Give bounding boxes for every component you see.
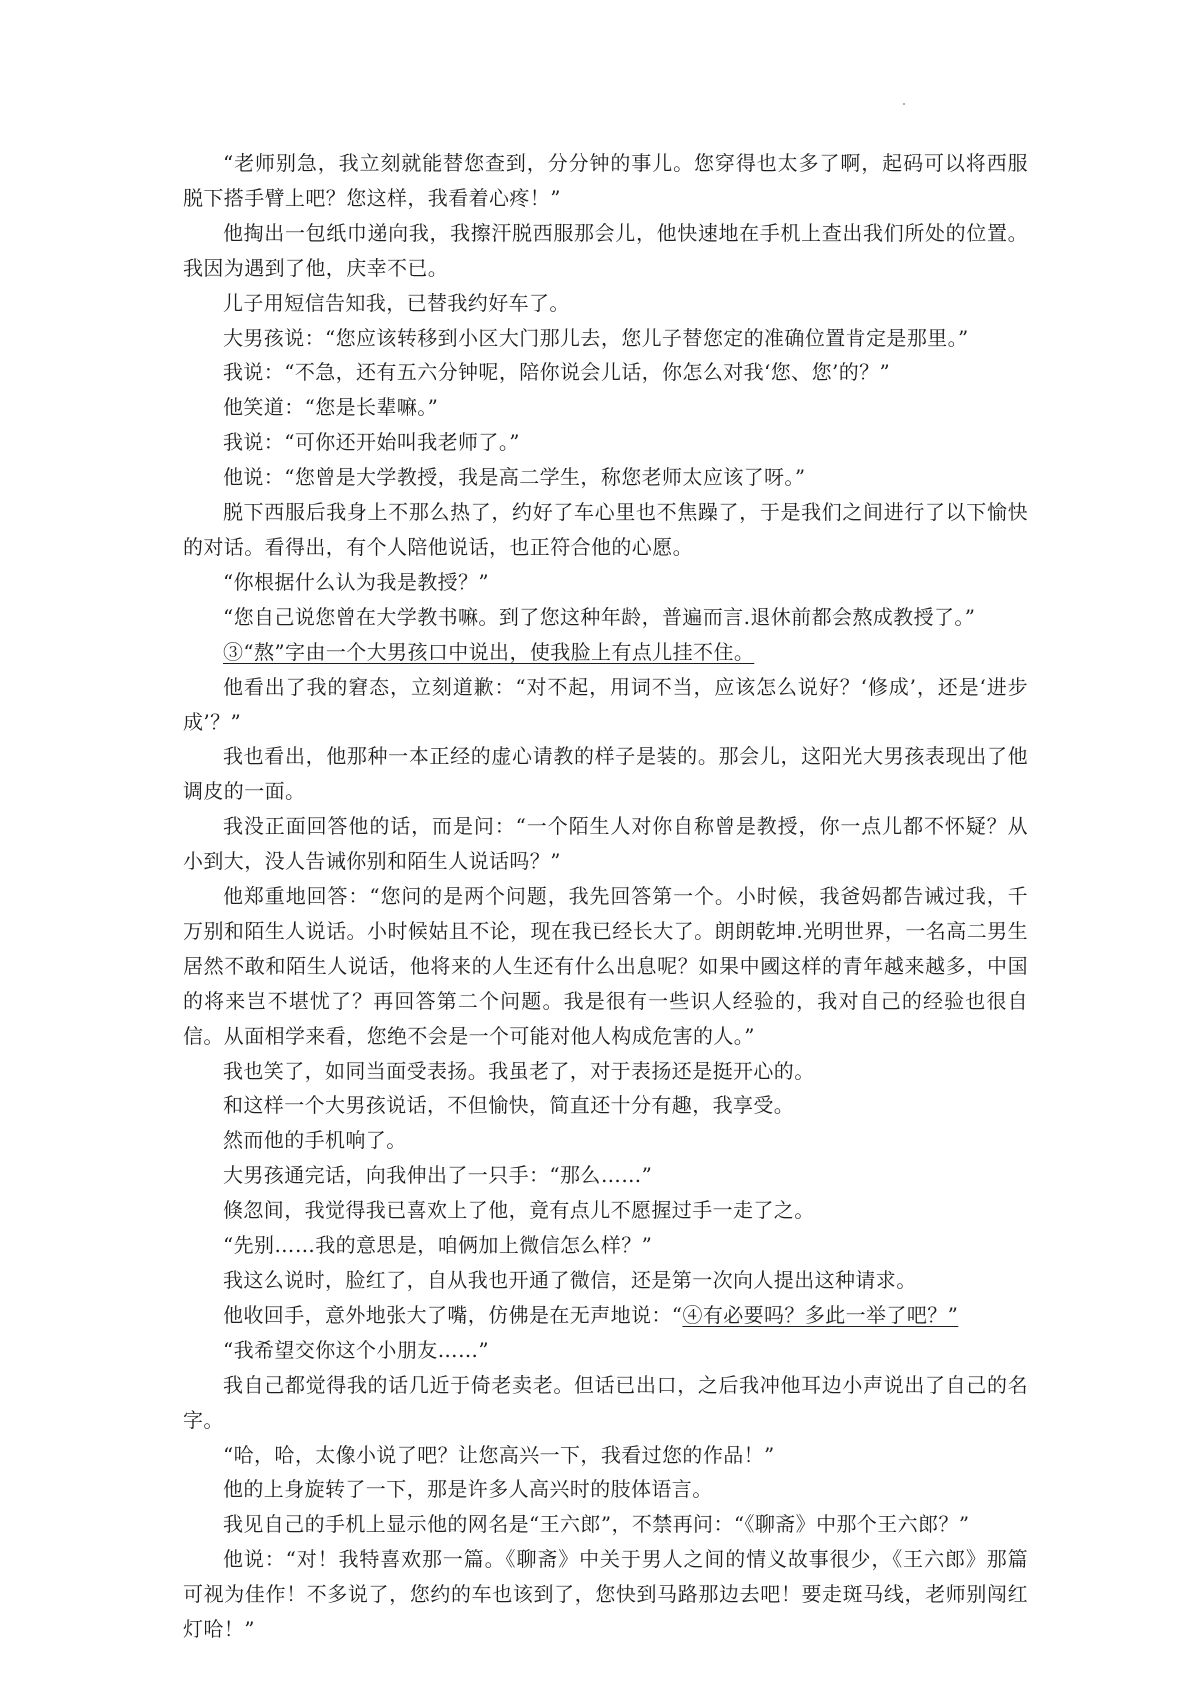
paragraph-23: 我这么说时，脸红了，自从我也开通了微信，还是第一次向人提出这种请求。: [223, 1268, 917, 1292]
scan-speck: [903, 103, 905, 105]
underlined-sentence-4: ④有必要吗？多此一举了吧？”: [682, 1302, 959, 1327]
paragraph-26: 我自己都觉得我的话几近于倚老卖老。但话已出口，之后我冲他耳边小声说出了自己的名字。: [183, 1372, 1028, 1432]
paragraph-12-underlined-sentence: [183, 635, 1028, 670]
paragraph-15: 我没正面回答他的话，而是问：“一个陌生人对你自称曾是教授，你一点儿都不怀疑？从小到大，没人告诫你别和陌生人说话吗？”: [183, 814, 1028, 874]
paragraph-21: 倏忽间，我觉得我已喜欢上了他，竟有点儿不愿握过手一走了之。: [223, 1198, 815, 1223]
paragraph-5: 我说：“不急，还有五六分钟呢，陪你说会儿话，你怎么对我‘您、您’的？”: [223, 360, 891, 385]
paragraph-13: 他看出了我的窘态，立刻道歉：“对不起，用词不当，应该怎么说好？‘修成’，还是‘进步成’？”: [183, 674, 1028, 734]
paragraph-11: “您自己说您曾在大学教书嘛。到了您这种年龄，普遍而言.退休前都会熬成教授了。”: [223, 604, 976, 629]
paragraph-1: “老师别急，我立刻就能替您查到，分分钟的事儿。您穿得也太多了啊，起码可以将西服脱下搭手臂上吧？您这样，我看着心疼！”: [183, 151, 1028, 210]
paragraph-10: “你根据什么认为我是教授？”: [223, 569, 490, 594]
paragraph-16: 他郑重地回答：“您问的是两个问题，我先回答第一个。小时候，我爸妈都告诫过我，千万别和陌生人说话。小时候姑且不论，现在我已经长大了。朗朗乾坤.光明世界，一名高二男生居然不敢和陌生人说话，他将来的人生还有什么出息呢？如果中國这样的青年越来越多，中国的将来岂不堪忧了？再回答第二个问题。我是很有一些识人经验的，我对自己的经验也很自信。从面相学来看，您绝不会是一个可能对他人构成危害的人。”: [183, 884, 1028, 1048]
paragraph-17: 我也笑了，如同当面受表扬。我虽老了，对于表扬还是挺开心的。: [223, 1058, 815, 1083]
paragraph-20: 大男孩通完话，向我伸出了一只手：“那么……”: [223, 1163, 653, 1188]
paragraph-25: “我希望交你这个小朋友……”: [223, 1337, 490, 1362]
paragraph-7: 我说：“可你还开始叫我老师了。”: [223, 430, 520, 455]
paragraph-6: 他笑道：“您是长辈嘛。”: [223, 395, 439, 420]
paragraph-3: 儿子用短信告知我，已替我约好车了。: [223, 290, 570, 315]
paragraph-22: “先别……我的意思是，咱俩加上微信怎么样？”: [223, 1233, 653, 1258]
underlined-sentence-3: ③“熬”字由一个大男孩口中说出，使我脸上有点儿挂不住。: [223, 639, 755, 664]
paragraph-29: 我见自己的手机上显示他的网名是“王六郎”，不禁再问：“《聊斋》中那个王六郎？”: [223, 1512, 970, 1537]
paragraph-18: 和这样一个大男孩说话，不但愉快，简直还十分有趣，我享受。: [223, 1093, 795, 1118]
paragraph-4: 大男孩说：“您应该转移到小区大门那儿去，您儿子替您定的准确位置肯定是那里。”: [223, 325, 969, 350]
paragraph-27: “哈，哈，太像小说了吧？让您高兴一下，我看过您的作品！”: [223, 1442, 775, 1467]
paragraph-9: 脱下西服后我身上不那么热了，约好了车心里也不焦躁了，于是我们之间进行了以下愉快的对话。看得出，有个人陪他说话，也正符合他的心愿。: [183, 500, 1028, 559]
paragraph-30: 他说：“对！我特喜欢那一篇。《聊斋》中关于男人之间的情义故事很少，《王六郎》那篇可视为佳作！不多说了，您约的车也该到了，您快到马路那边去吧！要走斑马线，老师别闯红灯哈！”: [183, 1547, 1028, 1642]
paragraph-2: 他掏出一包纸巾递向我，我擦汗脱西服那会儿，他快速地在手机上查出我们所处的位置。我因为遇到了他，庆幸不已。: [183, 220, 1028, 280]
paragraph-24: [183, 1298, 1028, 1333]
paragraph-8: 他说：“您曾是大学教授，我是高二学生，称您老师太应该了呀。”: [223, 465, 806, 490]
document-body: [183, 146, 1028, 1647]
paragraph-24-lead: 他收回手，意外地张大了嘴，仿佛是在无声地说：“: [223, 1302, 683, 1327]
paragraph-19: 然而他的手机响了。: [223, 1128, 407, 1153]
paragraph-14: 我也看出，他那种一本正经的虚心请教的样子是装的。那会儿，这阳光大男孩表现出了他调皮的一面。: [183, 744, 1028, 804]
paragraph-28: 他的上身旋转了一下，那是许多人高兴时的肢体语言。: [223, 1477, 713, 1502]
